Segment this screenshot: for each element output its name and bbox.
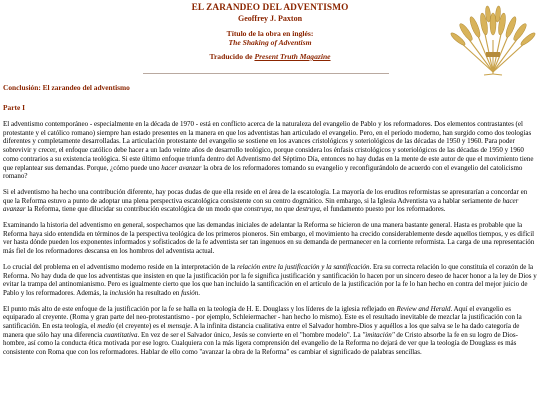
paragraph-4-text-a: Lo crucial del problema en el adventismo moderno reside en la interpretación de la	[3, 262, 238, 271]
translation-prefix: Traducido de	[209, 52, 253, 61]
paragraph-5-text-a: El punto más alto de este enfoque de la justificación por la fe se halla en la teología de H. E. Douglass y los líderes de la iglesia reflejado en	[3, 304, 397, 313]
paragraph-4-text-c: ha resultado en	[135, 288, 182, 297]
paragraph-4-text-d: .	[198, 288, 200, 297]
author-name: Geoffrey J. Paxton	[237, 14, 303, 23]
header-divider	[143, 73, 389, 74]
paragraph-5-emphasis-4: cuantitativa	[104, 330, 138, 339]
paragraph-2	[3, 188, 538, 214]
paragraph-4-text-b: . Era su correcta relación lo que constituía el corazón de la Reforma. No hay duda de que los adventistas que insisten en que la justificación por la fe significa justificación y santificación lo hacen por un sincero deseo de hacer honor a la ley de Dios y evitar la trampa del antinomianismo. Pero es igualmente cierto que los que han incluido la santificación en el artículo de la justificación por la fe lo han hecho en contra del mejor juicio de Pablo y los reformadores. Además, la	[3, 262, 537, 297]
paragraph-4-emphasis-3: fusión	[181, 288, 199, 297]
paragraph-1-emphasis: hacer avanzar	[161, 163, 202, 172]
paragraph-2-emphasis-1: hacer avanzar	[3, 196, 519, 214]
paragraph-2-text-c: , no que	[271, 205, 296, 214]
paragraph-5-text-b: . Aquí el evangelio es equiparado al creyente. (Roma y gran parte del neo-protestantismo - por ejemplo, Schleiermacher - han hecho lo mismo). Este es el resultado inevitable de mezclar la justificación con la santificación. En esta teología, el	[3, 304, 522, 331]
original-title-label: Título de la obra en inglés:	[226, 29, 314, 38]
conclusion-heading: Conclusión: El zarandeo del adventismo	[3, 83, 130, 92]
paragraph-5-text-d: . A la infinita distancia cualitativa entre el Salvador hombre-Dios y aquéllos a los que salva se le ha dado categoría de manera que sólo hay una diferencia	[3, 322, 520, 339]
paragraph-5-emphasis-3: mensaje	[167, 322, 191, 331]
part-heading: Parte I	[3, 103, 25, 112]
paragraph-1-text-a: El adventismo contemporáneo - especialmente en la década de 1970 - está en conflicto acerca de la naturaleza del evangelio de Pablo y los reformadores. Dos elementos contrastantes (el protestante y el católico romano) siempre han estado presentes en la manera en que los adventistas han articulado el evangelio. Pero, en el período moderno, han surgido como dos teologías diferentes y completamente desarrolladas. La articulación protestante del evangelio se sostiene en los avances cristológicos y soteriológicos de las décadas de 1950 y 1960. Para poder sobrevivir y crecer, el enfoque católico debe hacer a un lado veinte años de desarrollo teológico, porque considera los énfasis cristológicos y soteriológicos de las décadas de 1950 y 1960 como contrarios a su existencia teológica. Si este último enfoque triunfa dentro del Adventismo del Séptimo Día, entonces no hay dudas en la mente de este autor de que el movimiento tiene que replantear sus demandas. Porque, ¿cómo puede uno	[3, 120, 534, 172]
paragraph-1-text-b: la obra de los reformadores tomando su evangelio y reconfigurándolo de acuerdo con el evangelio del catolicismo romano?	[3, 163, 523, 181]
wheat-sheaf-icon	[448, 2, 538, 76]
paragraph-4	[3, 263, 538, 298]
paragraph-5-text-c: (el creyente) es el	[114, 322, 168, 331]
paragraph-1	[3, 120, 538, 181]
main-content	[3, 83, 538, 357]
paragraph-3	[3, 221, 538, 256]
paragraph-2-text-b: la Reforma, tiene que dilucidar su contribución escatológica de un modo que	[25, 205, 245, 214]
paragraph-5-emphasis-5: "imitación"	[362, 330, 395, 339]
original-title: The Shaking of Adventism	[228, 38, 312, 47]
page-header	[0, 0, 540, 78]
paragraph-4-emphasis-1: relación entre la justificación y la santificación	[237, 262, 370, 271]
paragraph-4-emphasis-2: inclusión	[109, 288, 136, 297]
paragraph-5-emphasis-2: medio	[97, 322, 115, 331]
paragraph-2-text-d: , el fundamento puesto por los reformadores.	[319, 205, 446, 214]
paragraph-5-text-f: de Cristo absorbe la fe en su logro de Dios-hombre, así como la conducta ética motivada por ese logro. Cualquiera con la más ligera comprensión del evangelio de la Reforma no dejará de ver que la teología de Douglass es más consistente con Roma que con los reformadores. Hablar de ello como "avanzar la obra de la Reforma" es cambiar el significado de palabras sencillas.	[3, 330, 518, 357]
paragraph-2-emphasis-3: destruya	[295, 205, 320, 214]
paragraph-2-emphasis-2: construya	[244, 205, 272, 214]
paragraph-5-emphasis-1: Review and Herald	[396, 304, 451, 313]
paragraph-2-text-a: Si el adventismo ha hecho una contribución diferente, hay pocas dudas de que ella reside en el área de la escatología. La mayoría de los eruditos reformistas se apresurarían a concordar en que la Reforma estuvo a punto de adoptar una plena perspectiva escatológica consistente con su centro dogmático. Sin embargo, si la Iglesia Adventista va a hablar seriamente de	[3, 187, 528, 205]
present-truth-magazine-link[interactable]: Present Truth Magazine	[254, 52, 331, 61]
sheaf-band	[486, 52, 500, 57]
page-title: EL ZARANDEO DEL ADVENTISMO	[191, 3, 349, 13]
paragraph-3-text: Examinando la historia del adventismo en general, sospechamos que las demandas iniciales de adelantar la Reforma se hicieron de una manera bastante general. Hasta es probable que la Reforma haya sido entendida en términos de la perspectiva teológica de los primeros pioneros. Sin embargo, el movimiento ha crecido considerablemente desde aquellos tiempos, y es difícil ver hasta dónde pueden los exponentes informados y sofisticados de la fe adventista ser tan ingenuos en su demanda de permanecer en la corriente reformista. La carga de una representación más fiel de los reformadores descansa en los hombros del adventista actual.	[3, 221, 535, 256]
paragraph-5-text-e: . En vez de ser el Salvador único, Jesús se convierte en el "hombre modelo". La	[137, 330, 363, 339]
paragraph-5	[3, 305, 538, 357]
